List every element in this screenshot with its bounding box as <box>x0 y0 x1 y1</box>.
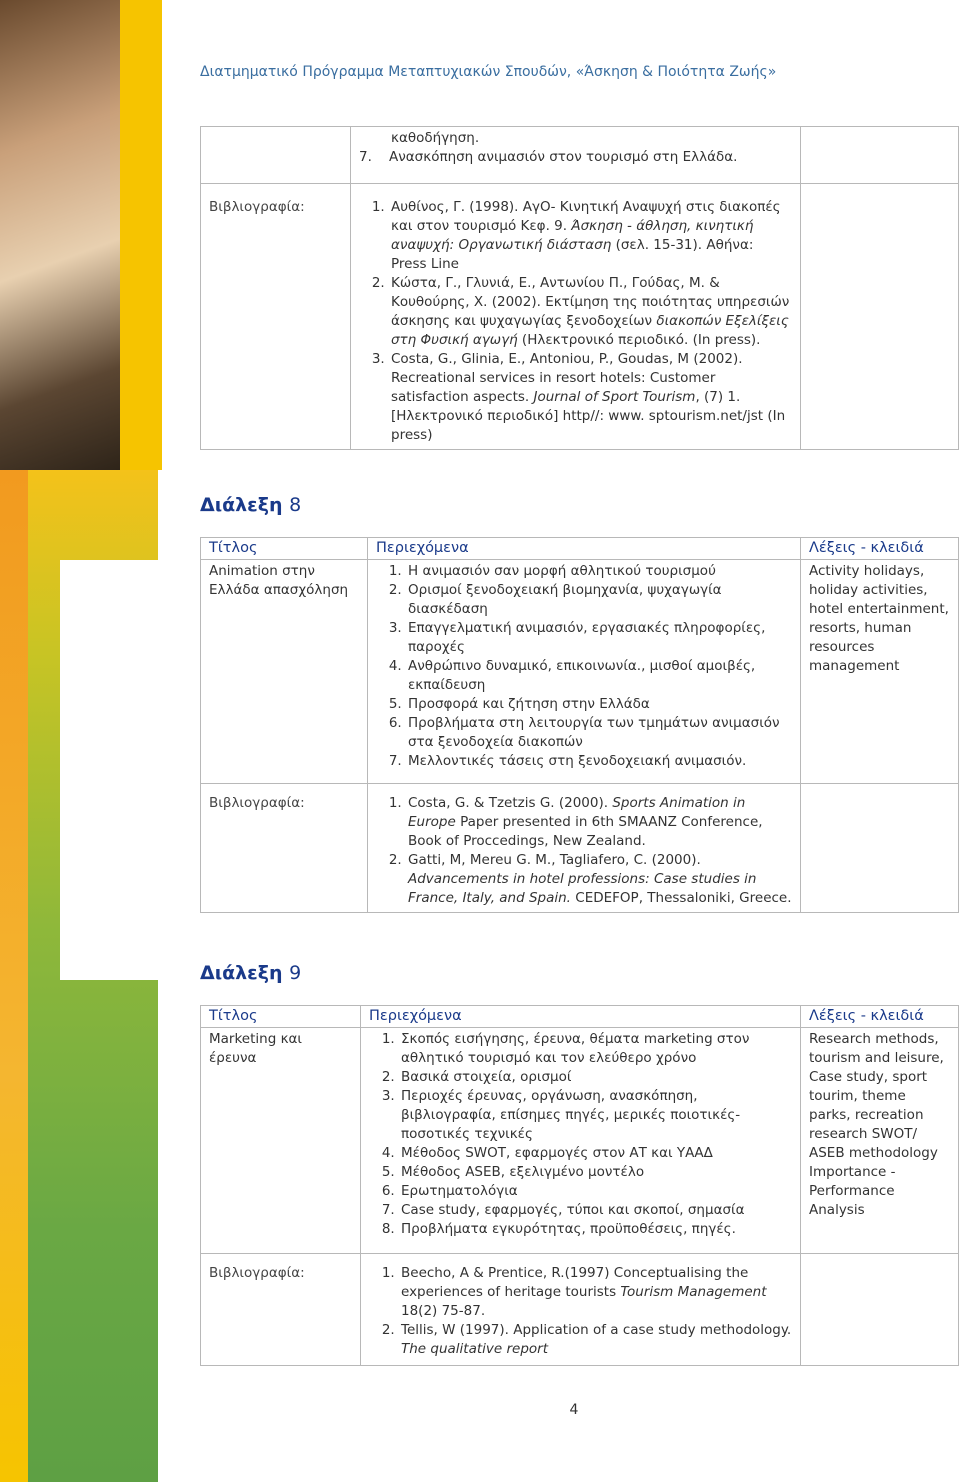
list-item: 5. Μέθοδος ASEB, εξελιγμένο μοντέλο <box>399 1163 792 1182</box>
list-item: 6. Ερωτηματολόγια <box>399 1182 792 1201</box>
bibliography-label: Βιβλιογραφία: <box>201 784 368 913</box>
list-item: 3. Επαγγελματική ανιμασιόν, εργασιακές πληροφορίες, παροχές <box>406 619 792 657</box>
list-item: 4. Μέθοδος SWOT, εφαρμογές στον ΑΤ και ΥΑΑΔ <box>399 1144 792 1163</box>
title-cell: Animation στην Ελλάδα απασχόληση <box>201 560 368 784</box>
contents-continued-cell <box>351 127 801 184</box>
bibliography-row <box>201 1254 959 1366</box>
keywords-cell: Activity holidays, holiday activities, hotel entertainment, resorts, human resources management <box>801 560 959 784</box>
lecture-9-table <box>200 1005 959 1366</box>
list-item: 7. Case study, εφαρμογές, τύποι και σκοποί, σημασία <box>399 1201 792 1220</box>
bibliography-cell <box>351 184 801 450</box>
content-row <box>201 1028 959 1254</box>
bibliography-item: 2. Tellis, W (1997). Application of a case study methodology. The qualitative report <box>399 1321 792 1359</box>
list-item: 2. Βασικά στοιχεία, ορισμοί <box>399 1068 792 1087</box>
bibliography-item: 2. Gatti, M, Mereu G. M., Tagliafero, C. (2000). Advancements in hotel professions: Case studies in France, Italy, and Spain. CEDEFOP, Thessaloniki, Greece. <box>406 851 792 908</box>
col-contents-header: Περιεχόμενα <box>361 1006 801 1028</box>
keywords-cell: Research methods, tourism and leisure, Case study, sport tourim, theme parks, recreation research SWOT/ ASEB methodology Importance - Performance Analysis <box>801 1028 959 1254</box>
col-keywords-header: Λέξεις - κλειδιά <box>801 1006 959 1028</box>
lecture-9-title: Διάλεξη 9 <box>200 962 302 984</box>
lecture-8-table <box>200 537 959 913</box>
contents-cell <box>368 560 801 784</box>
bibliography-item: 1. Beecho, A & Prentice, R.(1997) Conceptualising the experiences of heritage tourists Tourism Management 18(2) 75-87. <box>399 1264 792 1321</box>
table-header-row <box>201 538 959 560</box>
list-item: 1. Η ανιμασιόν σαν μορφή αθλητικού τουρισμού <box>406 562 792 581</box>
col-title-header: Τίτλος <box>201 1006 361 1028</box>
previous-lecture-table <box>200 126 959 450</box>
bibliography-label: Βιβλιογραφία: <box>201 184 351 450</box>
list-item: 7. Μελλοντικές τάσεις στη ξενοδοχειακή ανιμασιόν. <box>406 752 792 771</box>
page-number: 4 <box>569 1402 579 1418</box>
bibliography-label: Βιβλιογραφία: <box>201 1254 361 1366</box>
list-item: 6. Προβλήματα στη λειτουργία των τμημάτων ανιμασιόν στα ξενοδοχεία διακοπών <box>406 714 792 752</box>
decorative-photo-strip <box>0 0 120 470</box>
bibliography-row <box>201 184 959 450</box>
table-header-row <box>201 1006 959 1028</box>
col-keywords-header: Λέξεις - κλειδιά <box>801 538 959 560</box>
bibliography-item: 1. Αυθίνος, Γ. (1998). ΑγΟ- Κινητική Αναψυχή στις διακοπές και στον τουρισμό Κεφ. 9. Άσκηση - άθληση, κινητική αναψυχή: Οργανωτική διάσταση (σελ. 15-31). Αθήνα: Press Line <box>389 198 792 274</box>
page-header <box>200 64 960 80</box>
list-item: καθοδήγηση. <box>391 130 480 146</box>
bibliography-item: 2. Κώστα, Γ., Γλυνιά, Ε., Αντωνίου Π., Γούδας, Μ. & Κουθούρης, Χ. (2002). Εκτίμηση της ποιότητας υπηρεσιών άσκησης και ψυχαγωγίας ξενοδοχείων διακοπών Εξελίξεις στη Φυσική αγωγή (Ηλεκτρονικό περιοδικό. (In press). <box>389 274 792 350</box>
decorative-yellow-band <box>120 0 162 470</box>
list-item: 3. Περιοχές έρευνας, οργάνωση, ανασκόπηση, βιβλιογραφία, επίσημες πηγές, μερικές ποιοτικές-ποσοτικές τεχνικές <box>399 1087 792 1144</box>
content-row <box>201 560 959 784</box>
contents-continued-row <box>201 127 959 184</box>
list-item: 7. Ανασκόπηση ανιμασιόν στον τουρισμό στη Ελλάδα. <box>359 149 738 165</box>
bibliography-item: 1. Costa, G. & Tzetzis G. (2000). Sports Animation in Europe Paper presented in 6th SMAANZ Conference, Book of Proccedings, New Zealand. <box>406 794 792 851</box>
header-title: Διατμηματικό Πρόγραμμα Μεταπτυχιακών Σπουδών, «Άσκηση & Ποιότητα Ζωής» <box>200 64 777 80</box>
bibliography-item: 3. Costa, G., Glinia, E., Antoniou, P., Goudas, M (2002). Recreational services in resort hotels: Customer satisfaction aspects. Journal of Sport Tourism, (7) 1. [Ηλεκτρονικό περιοδικό] http//: www. sptourism.net/jst (In press) <box>389 350 792 445</box>
list-item: 8. Προβλήματα εγκυρότητας, προϋποθέσεις, πηγές. <box>399 1220 792 1239</box>
bibliography-cell <box>361 1254 801 1366</box>
decorative-orange-band <box>0 470 28 1482</box>
bibliography-cell <box>368 784 801 913</box>
col-title-header: Τίτλος <box>201 538 368 560</box>
list-item: 1. Σκοπός εισήγησης, έρευνα, θέματα marketing στον αθλητικό τουρισμό και τον ελεύθερο χρόνο <box>399 1030 792 1068</box>
contents-cell <box>361 1028 801 1254</box>
lecture-8-title: Διάλεξη 8 <box>200 494 302 516</box>
list-item: 5. Προσφορά και ζήτηση στην Ελλάδα <box>406 695 792 714</box>
list-item: 2. Ορισμοί ξενοδοχειακή βιομηχανία, ψυχαγωγία διασκέδαση <box>406 581 792 619</box>
title-cell: Marketing και έρευνα <box>201 1028 361 1254</box>
list-item: 4. Ανθρώπινο δυναμικό, επικοινωνία., μισθοί αμοιβές, εκπαίδευση <box>406 657 792 695</box>
bibliography-row <box>201 784 959 913</box>
col-contents-header: Περιεχόμενα <box>368 538 801 560</box>
